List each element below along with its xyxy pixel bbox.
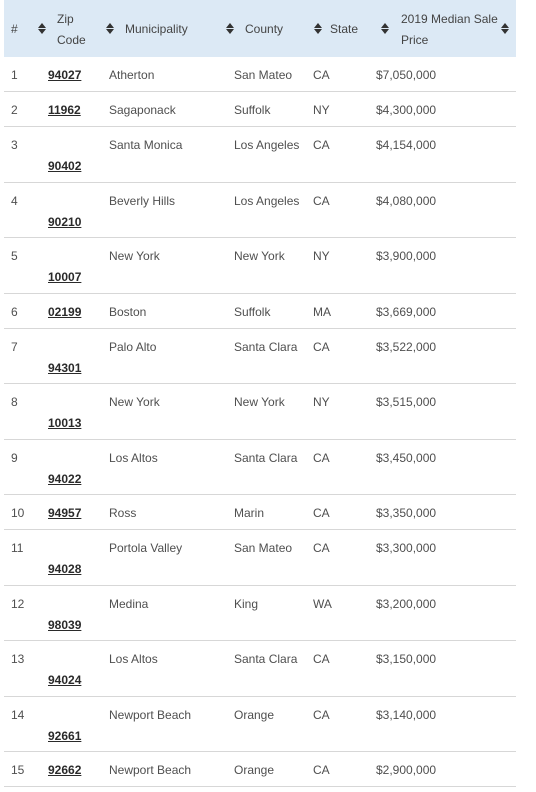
column-header-label: State xyxy=(330,22,359,36)
cell-rank: 11 xyxy=(11,541,24,555)
cell-rank: 6 xyxy=(11,305,18,319)
table-row xyxy=(4,183,516,238)
cell-zip[interactable]: 10007 xyxy=(48,270,82,284)
cell-rank: 7 xyxy=(11,340,18,354)
cell-rank: 2 xyxy=(11,103,18,117)
column-header-label: County xyxy=(245,22,284,36)
table-row xyxy=(4,586,516,641)
cell-price: $3,522,000 xyxy=(376,340,437,354)
cell-state: CA xyxy=(313,138,330,152)
cell-zip[interactable]: 90402 xyxy=(48,159,82,173)
cell-state: NY xyxy=(313,103,330,117)
cell-municipality: Beverly Hills xyxy=(109,194,176,208)
cell-zip[interactable]: 90210 xyxy=(48,215,82,229)
cell-municipality: Los Altos xyxy=(109,451,158,465)
cell-state: NY xyxy=(313,249,330,263)
cell-price: $2,900,000 xyxy=(376,763,437,777)
table-header xyxy=(4,0,516,57)
cell-state: CA xyxy=(313,451,330,465)
column-header-label-line2: Code xyxy=(57,33,86,47)
cell-county: San Mateo xyxy=(234,541,293,555)
column-header-rank[interactable] xyxy=(4,0,48,57)
cell-price: $3,515,000 xyxy=(376,395,437,409)
table-row xyxy=(4,92,516,127)
cell-price: $4,300,000 xyxy=(376,103,437,117)
sort-arrows-icon[interactable] xyxy=(106,23,114,34)
cell-municipality: Santa Monica xyxy=(109,138,183,152)
cell-rank: 8 xyxy=(11,395,18,409)
cell-municipality: New York xyxy=(109,395,160,409)
column-header-municipality[interactable] xyxy=(104,0,224,57)
table-row xyxy=(4,127,516,183)
cell-county: Santa Clara xyxy=(234,451,298,465)
cell-county: Los Angeles xyxy=(234,138,300,152)
cell-zip[interactable]: 98039 xyxy=(48,618,82,632)
cell-zip[interactable]: 92662 xyxy=(48,763,82,777)
cell-state: CA xyxy=(313,652,330,666)
cell-state: CA xyxy=(313,708,330,722)
cell-rank: 4 xyxy=(11,194,18,208)
column-header-label: # xyxy=(11,22,18,36)
cell-zip[interactable]: 94301 xyxy=(48,361,82,375)
cell-county: Santa Clara xyxy=(234,652,298,666)
table-row xyxy=(4,752,516,787)
table-row xyxy=(4,329,516,384)
cell-municipality: Boston xyxy=(109,305,147,319)
cell-price: $4,154,000 xyxy=(376,138,437,152)
sort-arrows-icon[interactable] xyxy=(38,23,46,34)
cell-price: $4,080,000 xyxy=(376,194,437,208)
table-row xyxy=(4,641,516,697)
column-header-label-line2: Price xyxy=(401,33,429,47)
cell-rank: 14 xyxy=(11,708,25,722)
cell-zip[interactable]: 94957 xyxy=(48,506,82,520)
cell-municipality: Los Altos xyxy=(109,652,158,666)
table-row xyxy=(4,495,516,530)
cell-county: San Mateo xyxy=(234,68,293,82)
cell-county: Marin xyxy=(234,506,265,520)
cell-state: CA xyxy=(313,763,330,777)
cell-price: $3,669,000 xyxy=(376,305,437,319)
cell-zip[interactable]: 10013 xyxy=(48,416,82,430)
cell-state: MA xyxy=(313,305,331,319)
cell-zip[interactable]: 94022 xyxy=(48,472,82,486)
column-header-price[interactable] xyxy=(380,0,516,57)
cell-municipality: Palo Alto xyxy=(109,340,157,354)
table-row xyxy=(4,697,516,752)
cell-price: $3,200,000 xyxy=(376,597,437,611)
column-header-zip[interactable] xyxy=(48,0,104,57)
cell-county: New York xyxy=(234,249,285,263)
cell-state: CA xyxy=(313,340,330,354)
cell-municipality: Newport Beach xyxy=(109,708,192,722)
column-header-label: Municipality xyxy=(125,22,188,36)
cell-rank: 13 xyxy=(11,652,25,666)
cell-municipality: New York xyxy=(109,249,160,263)
cell-municipality: Sagaponack xyxy=(109,103,176,117)
cell-rank: 12 xyxy=(11,597,25,611)
home-prices-table xyxy=(4,0,516,777)
cell-county: King xyxy=(234,597,259,611)
cell-zip[interactable]: 94027 xyxy=(48,68,82,82)
cell-zip[interactable]: 94028 xyxy=(48,562,82,576)
table-row xyxy=(4,238,516,294)
cell-state: CA xyxy=(313,68,330,82)
cell-municipality: Portola Valley xyxy=(109,541,183,555)
cell-county: Suffolk xyxy=(234,103,271,117)
cell-zip[interactable]: 02199 xyxy=(48,305,82,319)
cell-municipality: Atherton xyxy=(109,68,155,82)
cell-state: WA xyxy=(313,597,332,611)
cell-state: CA xyxy=(313,541,330,555)
cell-state: CA xyxy=(313,194,330,208)
cell-zip[interactable]: 92661 xyxy=(48,729,82,743)
sort-arrows-icon[interactable] xyxy=(381,23,389,34)
cell-rank: 5 xyxy=(11,249,18,263)
cell-state: CA xyxy=(313,506,330,520)
column-header-state[interactable] xyxy=(312,0,380,57)
cell-price: $3,350,000 xyxy=(376,506,437,520)
cell-county: Orange xyxy=(234,763,275,777)
cell-zip[interactable]: 11962 xyxy=(48,103,81,117)
column-header-label-line1: 2019 Median Sale xyxy=(401,12,498,26)
sort-arrows-icon[interactable] xyxy=(501,23,509,34)
cell-price: $3,900,000 xyxy=(376,249,437,263)
cell-county: New York xyxy=(234,395,285,409)
cell-county: Suffolk xyxy=(234,305,271,319)
table-row xyxy=(4,57,516,92)
cell-price: $3,150,000 xyxy=(376,652,437,666)
column-header-county[interactable] xyxy=(224,0,312,57)
cell-rank: 1 xyxy=(11,68,18,82)
cell-state: NY xyxy=(313,395,330,409)
sort-arrows-icon[interactable] xyxy=(226,23,234,34)
cell-rank: 15 xyxy=(11,763,25,777)
cell-rank: 10 xyxy=(11,506,25,520)
cell-rank: 9 xyxy=(11,451,18,465)
cell-rank: 3 xyxy=(11,138,18,152)
cell-municipality: Medina xyxy=(109,597,149,611)
cell-municipality: Newport Beach xyxy=(109,763,192,777)
cell-county: Orange xyxy=(234,708,275,722)
sort-arrows-icon[interactable] xyxy=(314,23,322,34)
cell-county: Santa Clara xyxy=(234,340,298,354)
cell-price: $3,140,000 xyxy=(376,708,437,722)
cell-price: $3,450,000 xyxy=(376,451,437,465)
cell-price: $3,300,000 xyxy=(376,541,437,555)
cell-price: $7,050,000 xyxy=(376,68,437,82)
table-row xyxy=(4,530,516,586)
table-row xyxy=(4,384,516,440)
cell-zip[interactable]: 94024 xyxy=(48,673,82,687)
cell-municipality: Ross xyxy=(109,506,137,520)
cell-county: Los Angeles xyxy=(234,194,300,208)
table-row xyxy=(4,294,516,329)
column-header-label-line1: Zip xyxy=(57,12,74,26)
table-row xyxy=(4,440,516,495)
